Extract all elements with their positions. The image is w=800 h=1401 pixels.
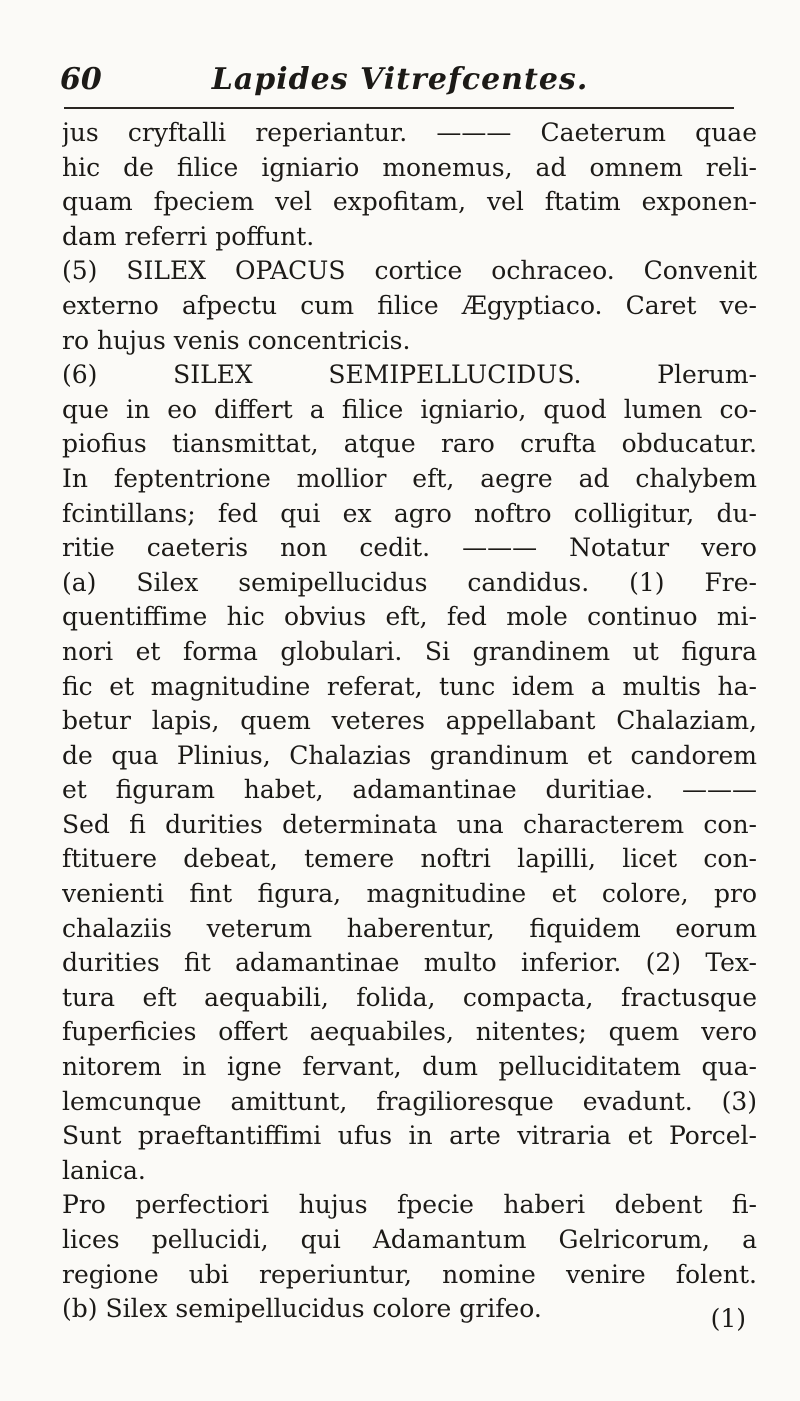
text-line: lanica. xyxy=(62,1155,146,1185)
text-line: lices pellucidi, qui Adamantum Gelricorum, a xyxy=(62,1225,757,1254)
text-line: piofius tiansmittat, atque raro crufta obducatur. xyxy=(62,429,757,459)
text-line: ritie caeteris non cedit. ——— Notatur vero xyxy=(62,533,757,563)
text-line: fic et magnitudine referat, tunc idem a multis ha- xyxy=(62,671,757,701)
text-line: (6) SILEX SEMIPELLUCIDUS. Plerum- xyxy=(62,360,757,390)
text-line: jus cryftalli reperiantur. ——— Caeterum quae xyxy=(62,118,757,147)
text-line: In feptentrione mollior eft, aegre ad chalybem xyxy=(62,463,757,493)
text-line: lemcunque amittunt, fragilioresque evadunt. (3) xyxy=(62,1086,757,1116)
text-line: regione ubi reperiuntur, nomine venire folent. xyxy=(62,1259,757,1289)
text-line: chalaziis veterum haberentur, fiquidem eorum xyxy=(62,913,757,943)
text-line: ftituere debeat, temere noftri lapilli, licet con- xyxy=(62,844,757,874)
text-line: (a) Silex semipellucidus candidus. (1) Fre- xyxy=(62,567,757,597)
text-line: (b) Silex semipellucidus colore grifeo. xyxy=(62,1294,542,1324)
header-rule xyxy=(64,107,734,109)
text-line: tura eft aequabili, folida, compacta, fractusque xyxy=(62,982,757,1012)
text-line: ro hujus venis concentricis. xyxy=(62,325,411,355)
text-line: venienti fint figura, magnitudine et colore, pro xyxy=(62,879,757,909)
text-line: fuperficies offert aequabiles, nitentes; quem vero xyxy=(62,1017,757,1047)
text-line: dam referri poffunt. xyxy=(62,221,315,251)
text-line: que in eo differt a filice igniario, quod lumen co- xyxy=(62,394,757,424)
text-line: hic de filice igniario monemus, ad omnem reli- xyxy=(62,152,757,182)
text-line: Pro perfectiori hujus fpecie haberi debent fi- xyxy=(62,1190,757,1220)
body-text xyxy=(62,116,757,1327)
text-line: Sed fi durities determinata una characterem con- xyxy=(62,809,757,839)
running-head: Lapides Vitrefcentes. xyxy=(211,62,589,97)
text-line: durities fit adamantinae multo inferior. (2) Tex- xyxy=(62,948,757,978)
text-line: quentiffime hic obvius eft, fed mole continuo mi- xyxy=(62,602,757,632)
catchword: (1) xyxy=(710,1304,746,1333)
page-number: 60 xyxy=(60,62,102,97)
text-line: nitorem in igne fervant, dum pelluciditatem qua- xyxy=(62,1052,757,1082)
text-line: et figuram habet, adamantinae duritiae. ——— xyxy=(62,775,757,805)
text-line: externo afpectu cum filice Ægyptiaco. Caret ve- xyxy=(62,290,757,320)
text-line: de qua Plinius, Chalazias grandinum et candorem xyxy=(62,740,757,770)
text-line: fcintillans; fed qui ex agro noftro colligitur, du- xyxy=(62,498,757,528)
page-header xyxy=(60,62,740,102)
text-line: Sunt praeftantiffimi ufus in arte vitraria et Porcel- xyxy=(62,1121,757,1151)
text-line: nori et forma globulari. Si grandinem ut figura xyxy=(62,636,757,666)
text-line: (5) SILEX OPACUS cortice ochraceo. Convenit xyxy=(62,256,757,286)
text-line: betur lapis, quem veteres appellabant Chalaziam, xyxy=(62,706,757,736)
text-line: quam fpeciem vel expofitam, vel ftatim exponen- xyxy=(62,187,757,217)
